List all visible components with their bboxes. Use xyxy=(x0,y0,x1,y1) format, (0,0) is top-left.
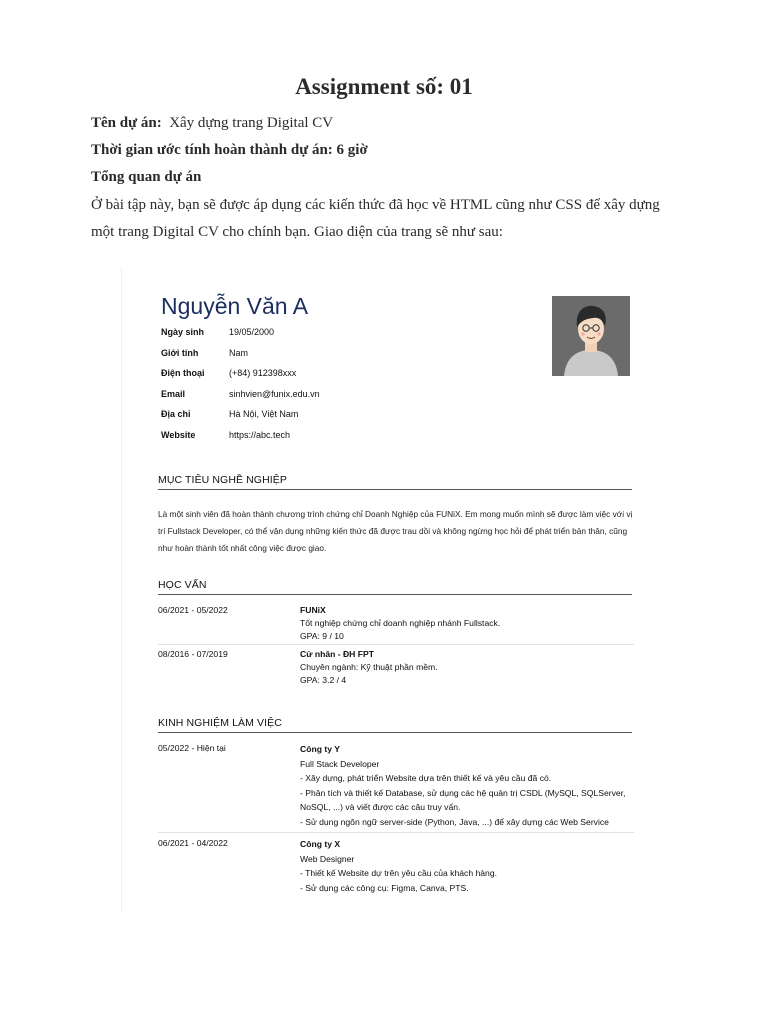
info-label: Email xyxy=(161,389,186,399)
cv-name: Nguyễn Văn A xyxy=(161,293,309,319)
info-label: Điện thoại xyxy=(161,368,205,378)
entry-date: 06/2021 - 05/2022 xyxy=(158,605,228,615)
entry-line: - Phân tích và thiết kế Database, sử dụng các hệ quản trị CSDL (MySQL, SQLServer, NoSQL, ...) và viết được các câu truy vấn. xyxy=(300,787,626,812)
entry-org: Cử nhân - ĐH FPT xyxy=(300,649,375,659)
entry-line: Tốt nghiệp chứng chỉ doanh nghiệp nhánh Fullstack. xyxy=(300,618,501,628)
entry-line: GPA: 9 / 10 xyxy=(300,631,344,641)
info-label: Giới tính xyxy=(161,348,199,358)
entry-body xyxy=(300,837,636,895)
divider xyxy=(158,644,634,645)
document-title: Assignment số: 01 xyxy=(295,74,473,99)
overview-heading xyxy=(91,169,201,186)
section-title-education: HỌC VẤN xyxy=(158,579,632,595)
entry-line: Chuyên ngành: Kỹ thuật phần mềm. xyxy=(300,662,438,672)
project-name-line xyxy=(91,115,333,132)
entry-body xyxy=(300,604,636,643)
section-title-objective: MỤC TIÊU NGHỀ NGHIỆP xyxy=(158,474,632,490)
section-title-experience: KINH NGHIỆM LÀM VIỆC xyxy=(158,717,632,733)
project-name-label: Tên dự án: xyxy=(91,115,162,131)
person-avatar-icon xyxy=(552,296,630,376)
entry-date: 05/2022 - Hiện tại xyxy=(158,743,226,753)
entry-body xyxy=(300,648,636,687)
entry-line: - Xây dựng, phát triển Website dựa trên thiết kế và yêu cầu đã có. xyxy=(300,773,552,783)
project-name-value: Xây dựng trang Digital CV xyxy=(169,115,334,131)
info-value: Nam xyxy=(229,348,249,358)
entry-org: Công ty Y xyxy=(300,744,340,754)
entry-line: - Sử dụng ngôn ngữ server-side (Python, Java, ...) để xây dựng các Web Service xyxy=(300,816,609,827)
objective-text: Là một sinh viên đã hoàn thành chương trình chứng chỉ Doanh Nghiệp của FUNiX. Em mong muốn mình sẽ được làm việc với vị trí Fullstack Developer, có thể vận dụng những kiến thức đã được trau dồi và không ngừng học hỏi để phát triển bản thân, cũng như hoàn thành tốt nhất công việc được giao. xyxy=(158,509,633,553)
entry-line: Full Stack Developer xyxy=(300,758,380,769)
info-value: https://abc.tech xyxy=(229,430,291,440)
avatar xyxy=(552,296,630,376)
cv-preview xyxy=(121,267,649,912)
entry-date: 08/2016 - 07/2019 xyxy=(158,649,228,659)
entry-body xyxy=(300,742,636,829)
entry-org: FUNiX xyxy=(300,605,326,615)
overview-text: Ở bài tập này, bạn sẽ được áp dụng các kiến thức đã học về HTML cũng như CSS để xây dựng một trang Digital CV cho chính bạn. Giao diện của trang sẽ như sau: xyxy=(91,197,660,240)
entry-org: Công ty X xyxy=(300,839,341,849)
info-label: Địa chỉ xyxy=(161,409,191,419)
info-value: sinhvien@funix.edu.vn xyxy=(229,389,320,399)
entry-line: GPA: 3.2 / 4 xyxy=(300,675,347,685)
entry-line: - Thiết kế Website dự trên yêu cầu của khách hàng. xyxy=(300,868,497,878)
overview-heading-text: Tổng quan dự án xyxy=(91,169,202,185)
info-label: Website xyxy=(161,430,196,440)
entry-date: 06/2021 - 04/2022 xyxy=(158,838,228,848)
info-value: (+84) 912398xxx xyxy=(229,368,297,378)
entry-line: Web Designer xyxy=(300,853,355,864)
info-value: Hà Nội, Việt Nam xyxy=(229,409,299,419)
info-value: 19/05/2000 xyxy=(229,327,275,337)
time-estimate-line xyxy=(91,142,368,159)
time-estimate: Thời gian ước tính hoàn thành dự án: 6 giờ xyxy=(91,142,368,158)
entry-line: - Sử dụng các công cụ: Figma, Canva, PTS. xyxy=(300,882,469,893)
divider xyxy=(158,832,634,833)
info-label: Ngày sinh xyxy=(161,327,205,337)
